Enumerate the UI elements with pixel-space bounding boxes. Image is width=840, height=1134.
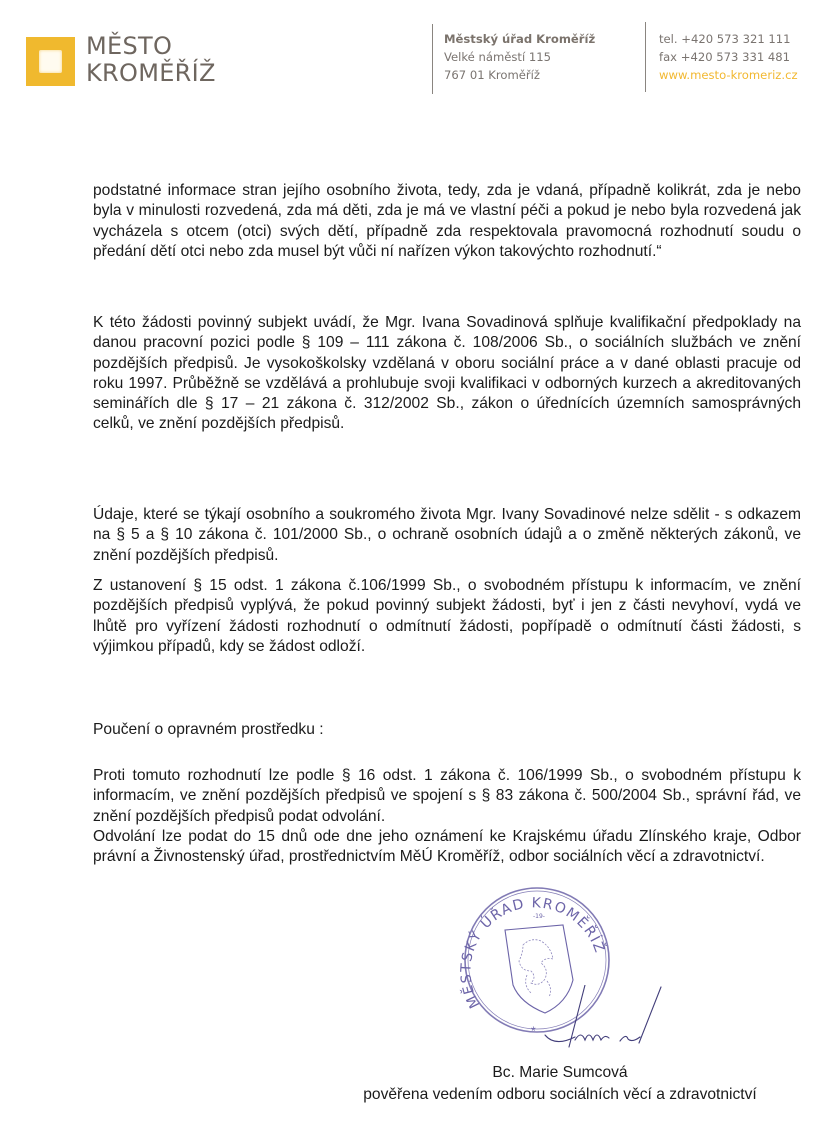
logo-line-2: KROMĚŘÍŽ — [86, 59, 216, 87]
handwritten-signature — [535, 985, 675, 1060]
logo-line-1: MĚSTO — [86, 32, 173, 60]
letter-body-3 — [93, 505, 801, 566]
signer-name: Bc. Marie Sumcová — [492, 1064, 628, 1081]
letter-body — [93, 181, 801, 262]
stamp-star-icon: * — [531, 1024, 536, 1038]
paragraph-quote-end: podstatné informace stran jejího osobního života, tedy, zda je vdaná, případně kolikrát, zda je nebo byla v minulosti rozvedená, zda má děti, zda je má ve vlastní péči a pokud je nebo byla rozvedená jak vycházela s otcem (otci) svých dětí, případně zda respektovala pravomocná rozhodnutí soudu o předání dětí otci nebo zda musel být vůči ní nařízen výkon takovýchto rozhodnutí.“ — [93, 182, 801, 260]
office-name: Městský úřad Kroměříž — [444, 32, 596, 46]
office-contacts — [659, 30, 798, 84]
signer-position: pověřena vedením odboru sociálních věcí a zdravotnictví — [363, 1086, 757, 1103]
office-city: 767 01 Kroměříž — [444, 68, 540, 82]
city-logo-text — [86, 33, 216, 87]
letter-body-4 — [93, 576, 801, 657]
paragraph-appeal-procedure: Odvolání lze podat do 15 dnů ode dne jeho oznámení ke Krajskému úřadu Zlínského kraje, Odbor právní a Živnostenský úřad, prostřednictvím MěÚ Kroměříž, odbor sociálních věcí a zdravotnictví. — [93, 827, 801, 866]
paragraph-qualification: K této žádosti povinný subjekt uvádí, že Mgr. Ivana Sovadinová splňuje kvalifikační předpoklady na danou pracovní pozici podle § 109 – 111 zákona č. 108/2006 Sb., o sociálních službách ve znění pozdějších předpisů. Je vysokoškolsky vzdělaná v oboru sociální práce a v dané oblasti pracuje od roku 1997. Průběžně se vzdělává a prohlubuje svoji kvalifikaci v odborných kurzech a akreditovaných seminářích dle § 17 – 21 zákona č. 312/2002 Sb., zákon o úřednících územních samosprávných celků, ve znění pozdějších předpisů. — [93, 314, 801, 433]
header-divider-1 — [432, 24, 433, 94]
city-logo-mark — [26, 37, 75, 86]
office-street: Velké náměstí 115 — [444, 50, 552, 64]
stamp-arc-text: MĚSTSKÝ ÚŘAD KROMĚŘÍŽ — [458, 895, 608, 1011]
office-phone: tel. +420 573 321 111 — [659, 32, 791, 46]
letter-body-5 — [93, 766, 801, 867]
office-website-link[interactable]: www.mesto-kromeriz.cz — [659, 68, 798, 82]
paragraph-appeal-basis: Proti tomuto rozhodnutí lze podle § 16 odst. 1 zákona č. 106/1999 Sb., o svobodném přístupu k informacím, ve znění pozdějších předpisů ve spojení s § 83 zákona č. 500/2004 Sb., správní řád, ve znění pozdějších předpisů podat odvolání. — [93, 767, 801, 825]
instruction-heading: Poučení o opravném prostředku : — [93, 721, 324, 738]
paragraph-legal-basis: Z ustanovení § 15 odst. 1 zákona č.106/1999 Sb., o svobodném přístupu k informacím, ve znění pozdějších předpisů vyplývá, že pokud povinný subjekt žádosti, byť i jen z části nevyhoví, vydá ve lhůtě pro vyřízení žádosti rozhodnutí o odmítnutí žádosti, popřípadě o odmítnutí části žádosti, s výjimkou případů, kdy se žádost odloží. — [93, 577, 801, 655]
letter-body-2 — [93, 313, 801, 435]
stamp-number: -19- — [533, 913, 545, 920]
office-address — [444, 30, 595, 84]
paragraph-personal-data: Údaje, které se týkají osobního a soukromého života Mgr. Ivany Sovadinové nelze sdělit - s odkazem na § 5 a § 10 zákona č. 101/2000 Sb., o ochraně osobních údajů a o změně některých zákonů, ve znění pozdějších předpisů. — [93, 506, 801, 564]
office-fax: fax +420 573 331 481 — [659, 50, 791, 64]
header-divider-2 — [645, 22, 646, 92]
